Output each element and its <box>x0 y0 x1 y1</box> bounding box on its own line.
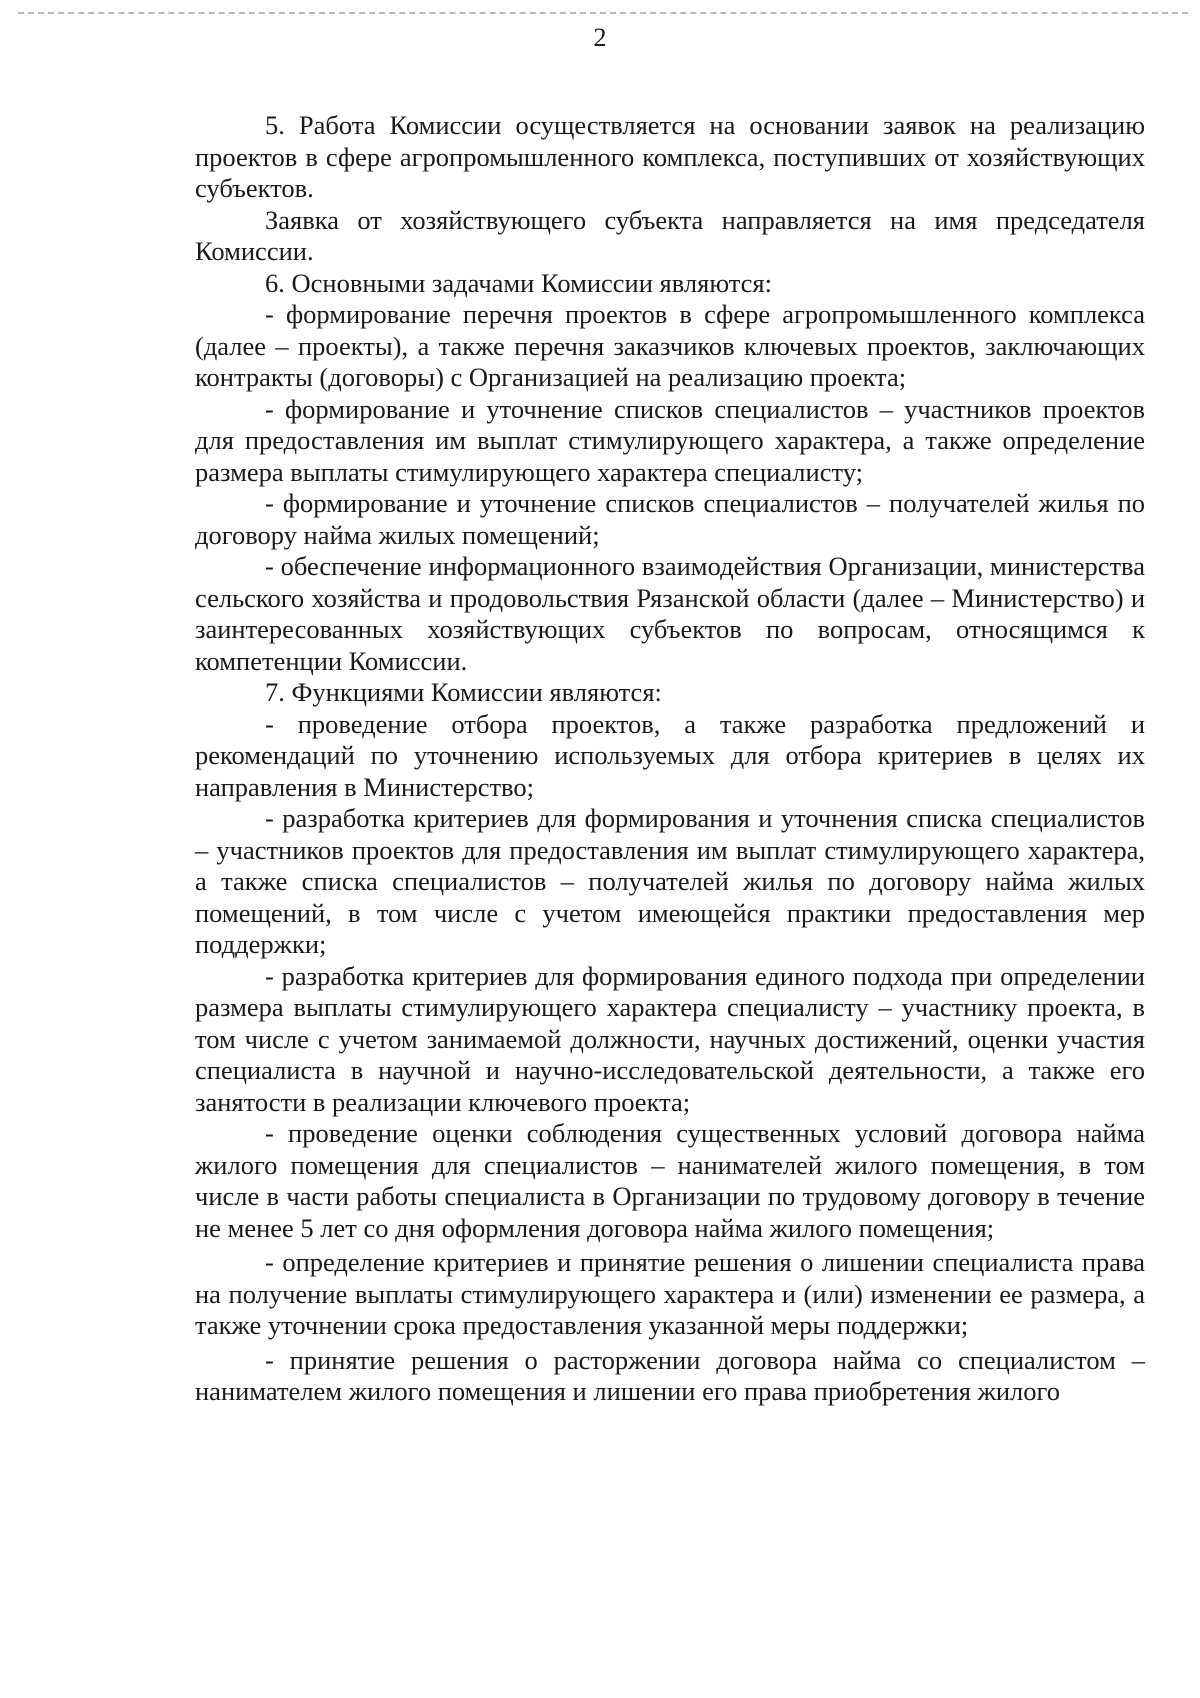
function-item-5: - определение критериев и принятие решения о лишении специалиста права на получение выплаты стимулирующего характера и (или) изменении ее размера, а также уточнении срока предоставления указанной меры поддержки; <box>195 1247 1145 1340</box>
function-item-4: - проведение оценки соблюдения существенных условий договора найма жилого помещения для специалистов – нанимателей жилого помещения, в том числе в части работы специалиста в Организации по трудовому договору в течение не менее 5 лет со дня оформления договора найма жилого помещения; <box>195 1118 1145 1243</box>
document-body <box>195 110 1145 1408</box>
function-item-6: - принятие решения о расторжении договора найма со специалистом – нанимателем жилого помещения и лишении его права приобретения жилого <box>195 1344 1145 1406</box>
paragraph-6-heading: 6. Основными задачами Комиссии являются: <box>265 267 772 298</box>
function-item-1: - проведение отбора проектов, а также разработка предложений и рекомендаций по уточнению используемых для отбора критериев в целях их направления в Министерство; <box>195 708 1145 802</box>
function-item-3: - разработка критериев для формирования единого подхода при определении размера выплаты стимулирующего характера специалисту – участнику проекта, в том числе с учетом занимаемой должности, научных достижений, оценки участия специалиста в научной и научно-исследовательской деятельности, а также его занятости в реализации ключевого проекта; <box>195 960 1145 1117</box>
scan-border-line <box>18 12 1188 14</box>
paragraph-application: Заявка от хозяйствующего субъекта направляется на имя председателя Комиссии. <box>195 204 1145 266</box>
page-number: 2 <box>593 23 607 52</box>
task-item-1: - формирование перечня проектов в сфере агропромышленного комплекса (далее – проекты), а также перечня заказчиков ключевых проектов, заключающих контракты (договоры) с Организацией на реализацию проекта; <box>195 299 1145 392</box>
task-item-3: - формирование и уточнение списков специалистов – получателей жилья по договору найма жилых помещений; <box>195 488 1145 550</box>
task-item-2: - формирование и уточнение списков специалистов – участников проектов для предоставления им выплат стимулирующего характера, а также определение размера выплаты стимулирующего характера специалисту; <box>195 393 1145 487</box>
task-item-4: - обеспечение информационного взаимодействия Организации, министерства сельского хозяйства и продовольствия Рязанской области (далее – Министерство) и заинтересованных хозяйствующих субъектов по вопросам, относящимся к компетенции Комиссии. <box>195 551 1145 676</box>
function-item-2: - разработка критериев для формирования и уточнения списка специалистов – участников проектов для предоставления им выплат стимулирующего характера, а также списка специалистов – получателей жилья по договору найма жилых помещений, в том числе с учетом имеющейся практики предоставления мер поддержки; <box>195 803 1145 959</box>
paragraph-5: 5. Работа Комиссии осуществляется на основании заявок на реализацию проектов в сфере агропромышленного комплекса, поступивших от хозяйствующих субъектов. <box>195 110 1145 203</box>
paragraph-7-heading: 7. Функциями Комиссии являются: <box>265 677 662 707</box>
